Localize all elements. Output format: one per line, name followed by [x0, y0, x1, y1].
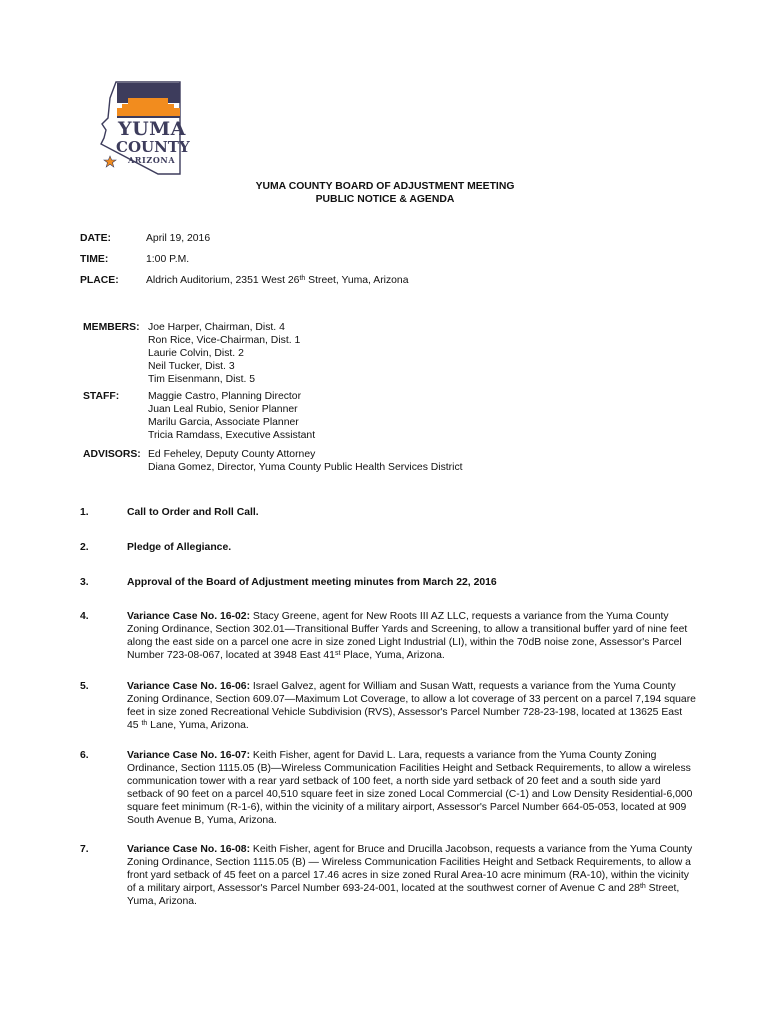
advisor-name: Diana Gomez, Director, Yuma County Public Health Services District: [148, 462, 463, 473]
time-value: 1:00 P.M.: [146, 254, 190, 265]
star-icon: [104, 156, 116, 167]
logo-text-county: COUNTY: [116, 138, 190, 156]
date-value: April 19, 2016: [146, 233, 211, 244]
case-number: Variance Case No. 16-02:: [127, 611, 251, 622]
staff-name: Maggie Castro, Planning Director: [148, 391, 302, 402]
advisors-label: ADVISORS:: [83, 449, 141, 460]
members-list: [148, 321, 300, 386]
agenda-item-number: 7.: [80, 844, 89, 855]
case-number: Variance Case No. 16-07:: [127, 750, 251, 761]
staff-list: [148, 390, 315, 442]
agenda-item-pledge: Pledge of Allegiance.: [127, 542, 232, 553]
case-number: Variance Case No. 16-06:: [127, 681, 251, 692]
agenda-item-number: 5.: [80, 681, 89, 692]
agenda-item-variance-16-07: Variance Case No. 16-07: Keith Fisher, agent for David L. Lara, requests a variance from the Yuma County Zoning Ordinance, Section 1115.05 (B)—Wireless Communication Facilities Height and Setback Requirements, to allow a wireless communication tower with a rear yard setback of 100 feet, a north side yard setback of 20 feet and a south side yard setback of 90 feet on a parcel 40,510 square feet in size zoned Local Commercial (C-1) and Low Density Residential-6,000 square feet minimum (R-1-6), within the vicinity of a military airport, Assessor's Parcel Number 664-05-053, located at 909 South Avenue B, Yuma, Arizona.: [127, 750, 693, 826]
staff-label: STAFF:: [83, 391, 120, 402]
agenda-item-number: 2.: [80, 542, 89, 553]
member-name: Ron Rice, Vice-Chairman, Dist. 1: [148, 335, 301, 346]
advisor-name: Ed Feheley, Deputy County Attorney: [148, 449, 316, 460]
meeting-subtitle: PUBLIC NOTICE & AGENDA: [315, 194, 455, 205]
yuma-county-logo: [98, 80, 190, 176]
logo-text-yuma: YUMA: [118, 118, 186, 140]
agenda-item-number: 3.: [80, 577, 89, 588]
meeting-title: YUMA COUNTY BOARD OF ADJUSTMENT MEETING: [255, 181, 515, 192]
time-label: TIME:: [80, 254, 109, 265]
date-label: DATE:: [80, 233, 111, 244]
agenda-item-variance-16-08: Variance Case No. 16-08: Keith Fisher, agent for Bruce and Drucilla Jacobson, requests a variance from the Yuma County Zoning Ordinance, Section 1115.05 (B) — Wireless Communication Facilities Height and Setback Requirements, to allow a front yard setback of 45 feet on a parcel 17.46 acres in size zoned Rural Area-10 acre minimum (RA-10), within the vicinity of a military airport, Assessor's Parcel Number 693-24-001, located at the southwest corner of Avenue C and 28th Street, Yuma, Arizona.: [127, 844, 693, 907]
staff-name: Marilu Garcia, Associate Planner: [148, 417, 299, 428]
member-name: Joe Harper, Chairman, Dist. 4: [148, 322, 285, 333]
agenda-item-variance-16-02: Variance Case No. 16-02: Stacy Greene, agent for New Roots III AZ LLC, requests a variance from the Yuma County Zoning Ordinance, Section 302.01—Transitional Buffer Yards and Screening, to allow a transitional buffer yard of nine feet along the east side on a parcel one acre in size zoned Light Industrial (LI), within the 70dB noise zone, Assessor's Parcel Number 723-08-067, located at 3948 East 41st Place, Yuma, Arizona.: [127, 611, 688, 661]
case-number: Variance Case No. 16-08:: [127, 844, 251, 855]
member-name: Tim Eisenmann, Dist. 5: [148, 374, 256, 385]
logo-text-arizona: ARIZONA: [128, 155, 176, 165]
agenda-item-roll-call: Call to Order and Roll Call.: [127, 507, 259, 518]
staff-name: Juan Leal Rubio, Senior Planner: [148, 404, 298, 415]
members-label: MEMBERS:: [83, 322, 140, 333]
place-value: Aldrich Auditorium, 2351 West 26th Street, Yuma, Arizona: [146, 275, 409, 286]
agenda-item-number: 4.: [80, 611, 89, 622]
agenda-item-number: 1.: [80, 507, 89, 518]
agenda-item-number: 6.: [80, 750, 89, 761]
staff-name: Tricia Ramdass, Executive Assistant: [148, 430, 316, 441]
member-name: Laurie Colvin, Dist. 2: [148, 348, 244, 359]
agenda-item-variance-16-06: Variance Case No. 16-06: Israel Galvez, agent for William and Susan Watt, requests a variance from the Yuma County Zoning Ordinance, Section 609.07—Maximum Lot Coverage, to allow a lot coverage of 33 percent on a parcel 7,194 square feet in size zoned Recreational Vehicle Subdivision (RVS), Assessor's Parcel Number 728-23-198, located at 13625 East 45 $^{th}$ Lane, Yuma, Arizona.: [127, 681, 696, 731]
place-label: PLACE:: [80, 275, 119, 286]
agenda-item-minutes: Approval of the Board of Adjustment meeting minutes from March 22, 2016: [127, 577, 497, 588]
member-name: Neil Tucker, Dist. 3: [148, 361, 235, 372]
advisors-list: [148, 448, 463, 474]
